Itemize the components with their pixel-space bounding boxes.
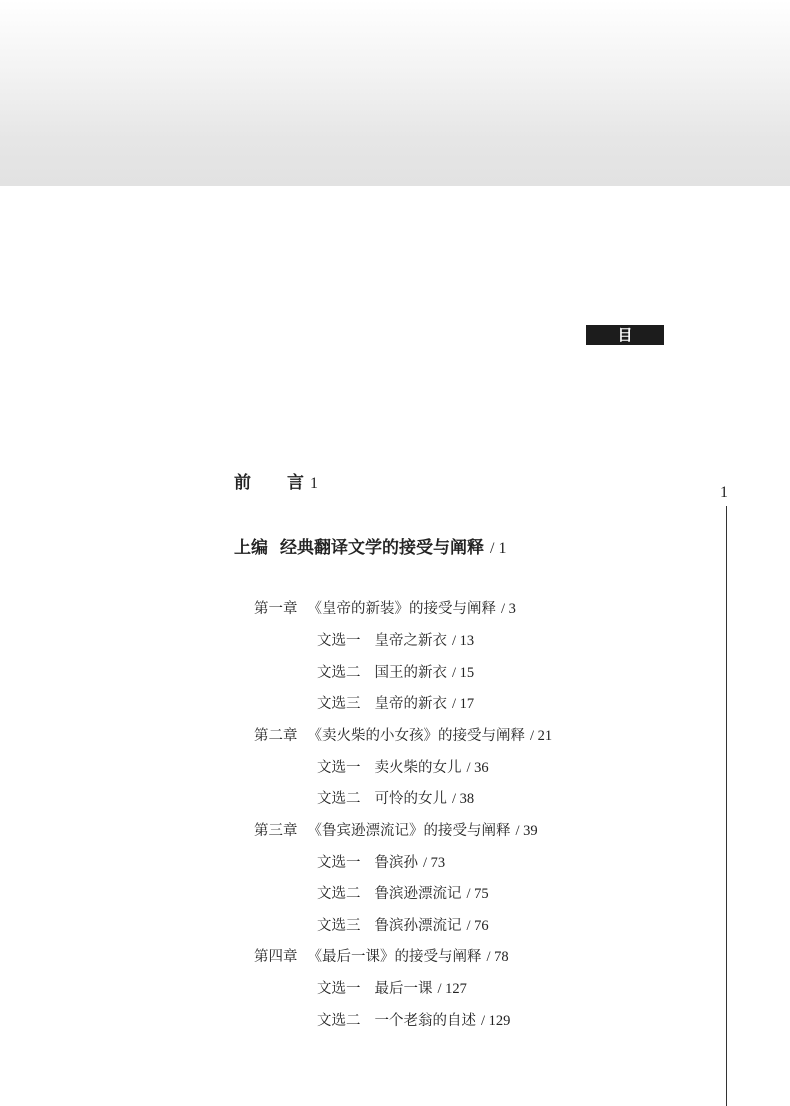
- toc-entry-selection[interactable]: [317, 851, 445, 872]
- selection-page: / 127: [437, 981, 467, 997]
- toc-entry-selection[interactable]: [317, 692, 474, 713]
- selection-title: 鲁滨孙漂流记: [374, 918, 462, 934]
- selection-title: 皇帝之新衣: [374, 633, 447, 649]
- toc-entry-selection[interactable]: [317, 1009, 510, 1030]
- selection-title: 卖火柴的女儿: [374, 760, 462, 776]
- selection-label: 文选一: [317, 855, 361, 871]
- chapter-label: 第一章: [254, 601, 298, 617]
- header-band: [0, 0, 790, 186]
- part-title: 经典翻译文学的接受与阐释: [280, 538, 484, 558]
- selection-page: / 15: [452, 665, 475, 681]
- toc-entry-chapter-4[interactable]: [254, 945, 509, 966]
- toc-entry-selection[interactable]: [317, 661, 474, 682]
- toc-entry-selection[interactable]: [317, 629, 474, 650]
- selection-label: 文选三: [317, 696, 361, 712]
- preface-label-a: 前: [234, 473, 251, 493]
- part-page: / 1: [490, 540, 507, 557]
- selection-label: 文选二: [317, 1013, 361, 1029]
- part-label: 上编: [234, 538, 268, 558]
- chapter-label: 第三章: [254, 823, 298, 839]
- chapter-page: / 21: [530, 728, 553, 744]
- selection-label: 文选一: [317, 633, 361, 649]
- toc-entry-selection[interactable]: [317, 977, 467, 998]
- toc-title: 目录: [586, 325, 664, 345]
- toc-entry-chapter-1[interactable]: [254, 597, 516, 618]
- selection-title: 一个老翁的自述: [374, 1013, 476, 1029]
- chapter-title: 《最后一课》的接受与阐释: [307, 949, 482, 965]
- toc-entry-selection[interactable]: [317, 756, 489, 777]
- selection-title: 国王的新衣: [374, 665, 447, 681]
- selection-title: 最后一课: [374, 981, 433, 997]
- preface-label-b: 言: [287, 473, 304, 493]
- selection-label: 文选一: [317, 981, 361, 997]
- toc-entry-selection[interactable]: [317, 914, 489, 935]
- toc-entry-part-1[interactable]: [234, 533, 506, 558]
- selection-title: 可怜的女儿: [374, 791, 447, 807]
- selection-page: / 17: [452, 696, 475, 712]
- selection-label: 文选二: [317, 665, 361, 681]
- selection-title: 皇帝的新衣: [374, 696, 447, 712]
- chapter-label: 第四章: [254, 949, 298, 965]
- toc-entry-selection[interactable]: [317, 882, 489, 903]
- chapter-page: / 39: [515, 823, 538, 839]
- chapter-title: 《皇帝的新装》的接受与阐释: [307, 601, 496, 617]
- selection-label: 文选二: [317, 791, 361, 807]
- selection-page: / 73: [423, 855, 446, 871]
- toc-entry-preface[interactable]: [234, 468, 318, 493]
- chapter-title: 《卖火柴的小女孩》的接受与阐释: [307, 728, 525, 744]
- chapter-page: / 78: [486, 949, 509, 965]
- selection-page: / 75: [466, 886, 489, 902]
- chapter-page: / 3: [501, 601, 516, 617]
- selection-page: / 129: [481, 1013, 511, 1029]
- page-number: 1: [720, 484, 728, 501]
- selection-label: 文选三: [317, 918, 361, 934]
- preface-page: 1: [310, 475, 318, 492]
- toc-entry-chapter-3[interactable]: [254, 819, 538, 840]
- selection-page: / 38: [452, 791, 475, 807]
- selection-page: / 36: [466, 760, 489, 776]
- selection-page: / 13: [452, 633, 475, 649]
- chapter-label: 第二章: [254, 728, 298, 744]
- toc-entry-selection[interactable]: [317, 787, 474, 808]
- chapter-title: 《鲁宾逊漂流记》的接受与阐释: [307, 823, 511, 839]
- selection-title: 鲁滨逊漂流记: [374, 886, 462, 902]
- selection-label: 文选一: [317, 760, 361, 776]
- selection-title: 鲁滨孙: [374, 855, 418, 871]
- margin-rule: [726, 506, 727, 1106]
- toc-entry-chapter-2[interactable]: [254, 724, 552, 745]
- selection-label: 文选二: [317, 886, 361, 902]
- selection-page: / 76: [466, 918, 489, 934]
